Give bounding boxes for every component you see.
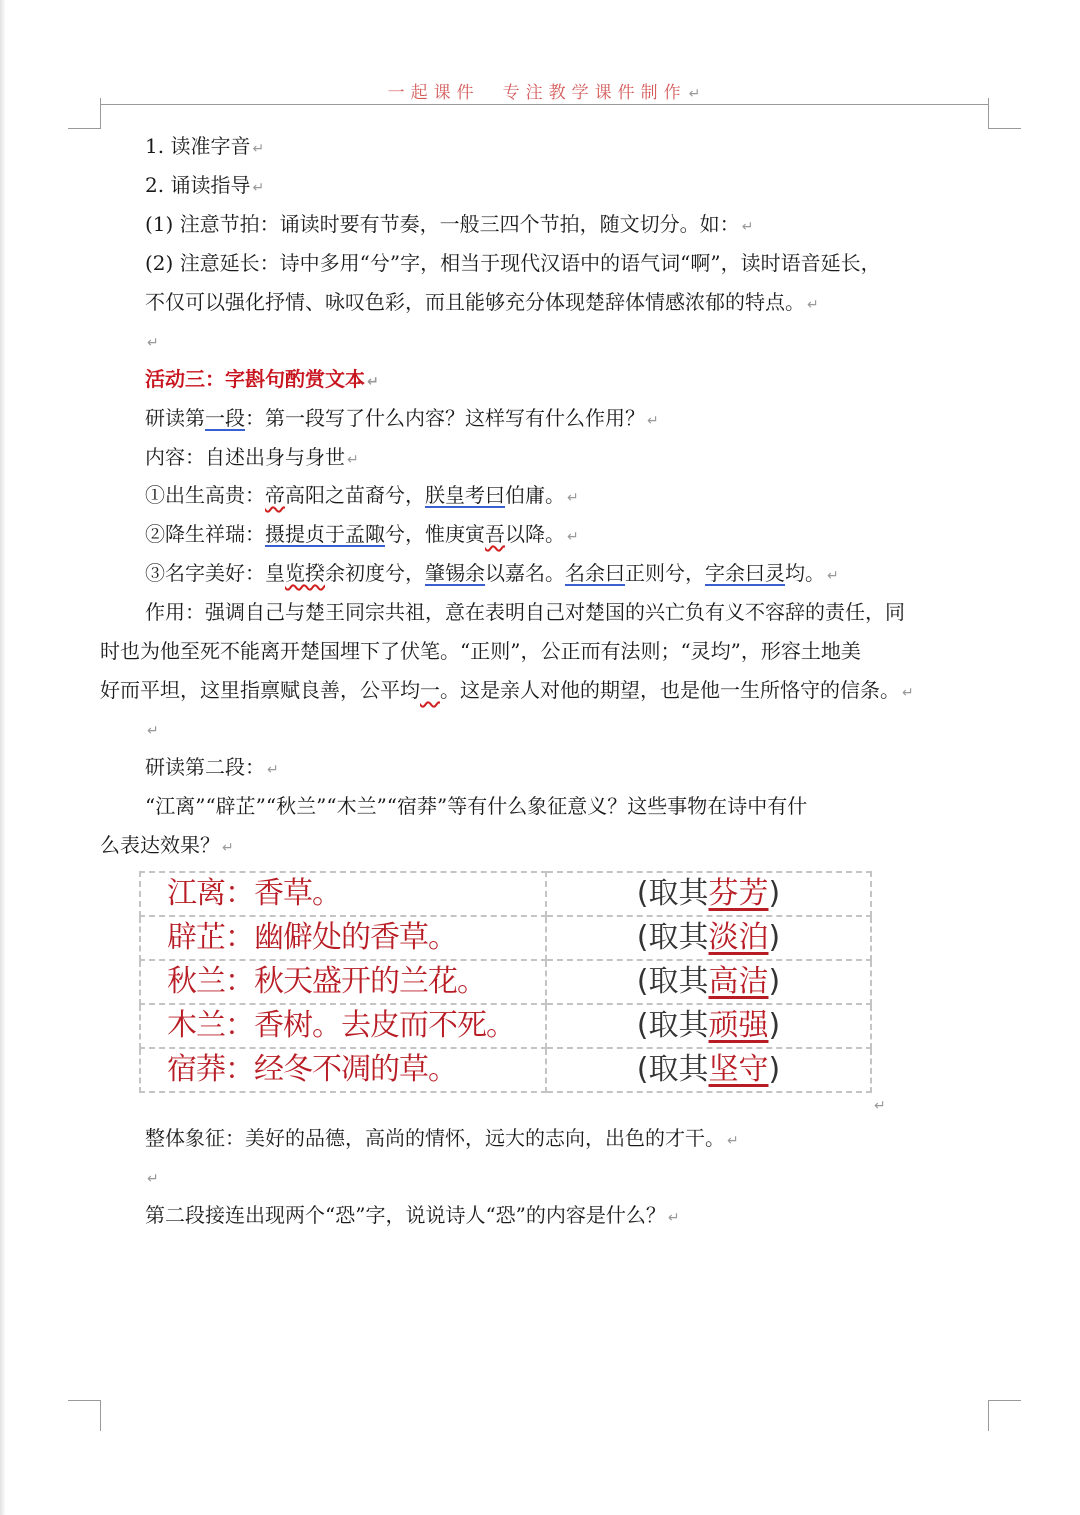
paragraph-rhythm: (1) 注意节拍：诵读时要有节奏，一般三四个节拍，随文切分。如： ↵ <box>145 212 754 236</box>
header-rule <box>100 104 988 105</box>
table-term: 宿莽：经冬不凋的草。 <box>140 1048 546 1092</box>
paragraph-mark: ↵ <box>874 1098 886 1114</box>
table-term: 木兰：香树。去皮而不死。 <box>140 1004 546 1048</box>
symbol-question-line1: “江离”“辟芷”“秋兰”“木兰”“宿莽”等有什么象征意义？这些事物在诗中有什 <box>145 794 808 818</box>
table-row <box>140 1048 871 1092</box>
table-row <box>140 1004 871 1048</box>
point-auspicious-birth: ②降生祥瑞：摄提贞于孟陬兮，惟庚寅吾以降。 ↵ <box>145 522 579 546</box>
table-note: (取其淡泊) <box>546 916 871 960</box>
corner-mark-top-right <box>988 98 1021 129</box>
activity-heading: 活动三：字斟句酌赏文本 ↵ <box>145 367 379 391</box>
corner-mark-bottom-right <box>988 1400 1021 1431</box>
effect-line2: 时也为他至死不能离开楚国埋下了伏笔。“正则”，公正而有法则；“灵均”，形容土地美 <box>100 639 861 663</box>
header-title: 一起课件 专注教学课件制作 <box>387 83 687 103</box>
symbol-question-line2: 么表达效果？ ↵ <box>100 833 234 857</box>
table-note: (取其坚守) <box>546 1048 871 1092</box>
paragraph-mark: ↵ <box>688 86 701 102</box>
section-title-second-paragraph: 研读第二段： ↵ <box>145 755 279 779</box>
question-first-paragraph: 研读第一段：第一段写了什么内容？这样写有什么作用？ ↵ <box>145 406 659 430</box>
point-noble-birth: ①出生高贵：帝高阳之苗裔兮，朕皇考曰伯庸。 ↵ <box>145 483 579 507</box>
corner-mark-bottom-left <box>68 1400 101 1431</box>
paragraph-prolong-line2: 不仅可以强化抒情、咏叹色彩，而且能够充分体现楚辞体情感浓郁的特点。 ↵ <box>145 290 819 314</box>
effect-line1: 作用：强调自己与楚王同宗共祖，意在表明自己对楚国的兴亡负有义不容辞的责任，同 <box>145 600 905 624</box>
table-row <box>140 960 871 1004</box>
table-note: (取其芬芳) <box>546 872 871 916</box>
empty-paragraph: ↵ <box>147 723 159 739</box>
page-header <box>100 78 988 106</box>
overall-symbolism: 整体象征：美好的品德，高尚的情怀，远大的志向，出色的才干。 ↵ <box>145 1126 739 1150</box>
page-edge-shadow <box>0 0 6 1515</box>
content-summary: 内容：自述出身与身世 ↵ <box>145 445 359 469</box>
point-good-name: ③名字美好：皇览揆余初度兮，肇锡余以嘉名。名余曰正则兮，字余曰灵均。 ↵ <box>145 561 839 585</box>
symbol-table <box>139 871 872 1093</box>
table-term: 江离：香草。 <box>140 872 546 916</box>
table-note: (取其顽强) <box>546 1004 871 1048</box>
table-note: (取其高洁) <box>546 960 871 1004</box>
corner-mark-top-left <box>68 98 101 129</box>
paragraph-prolong-line1: (2) 注意延长：诗中多用“兮”字，相当于现代汉语中的语气词“啊”，读时语音延长， <box>145 251 881 275</box>
empty-paragraph: ↵ <box>147 335 159 351</box>
empty-paragraph: ↵ <box>147 1171 159 1187</box>
list-item-recitation-guide: 2. 诵读指导 ↵ <box>145 173 265 197</box>
table-row <box>140 916 871 960</box>
table-row <box>140 872 871 916</box>
table-term: 秋兰：秋天盛开的兰花。 <box>140 960 546 1004</box>
table-term: 辟芷：幽僻处的香草。 <box>140 916 546 960</box>
list-item-read-pronunciation: 1. 读准字音 ↵ <box>145 134 265 158</box>
effect-line3: 好而平坦，这里指禀赋良善，公平均一。这是亲人对他的期望，也是他一生所恪守的信条。 ↵ <box>100 678 914 702</box>
fear-question: 第二段接连出现两个“恐”字，说说诗人“恐”的内容是什么？ ↵ <box>145 1203 680 1227</box>
